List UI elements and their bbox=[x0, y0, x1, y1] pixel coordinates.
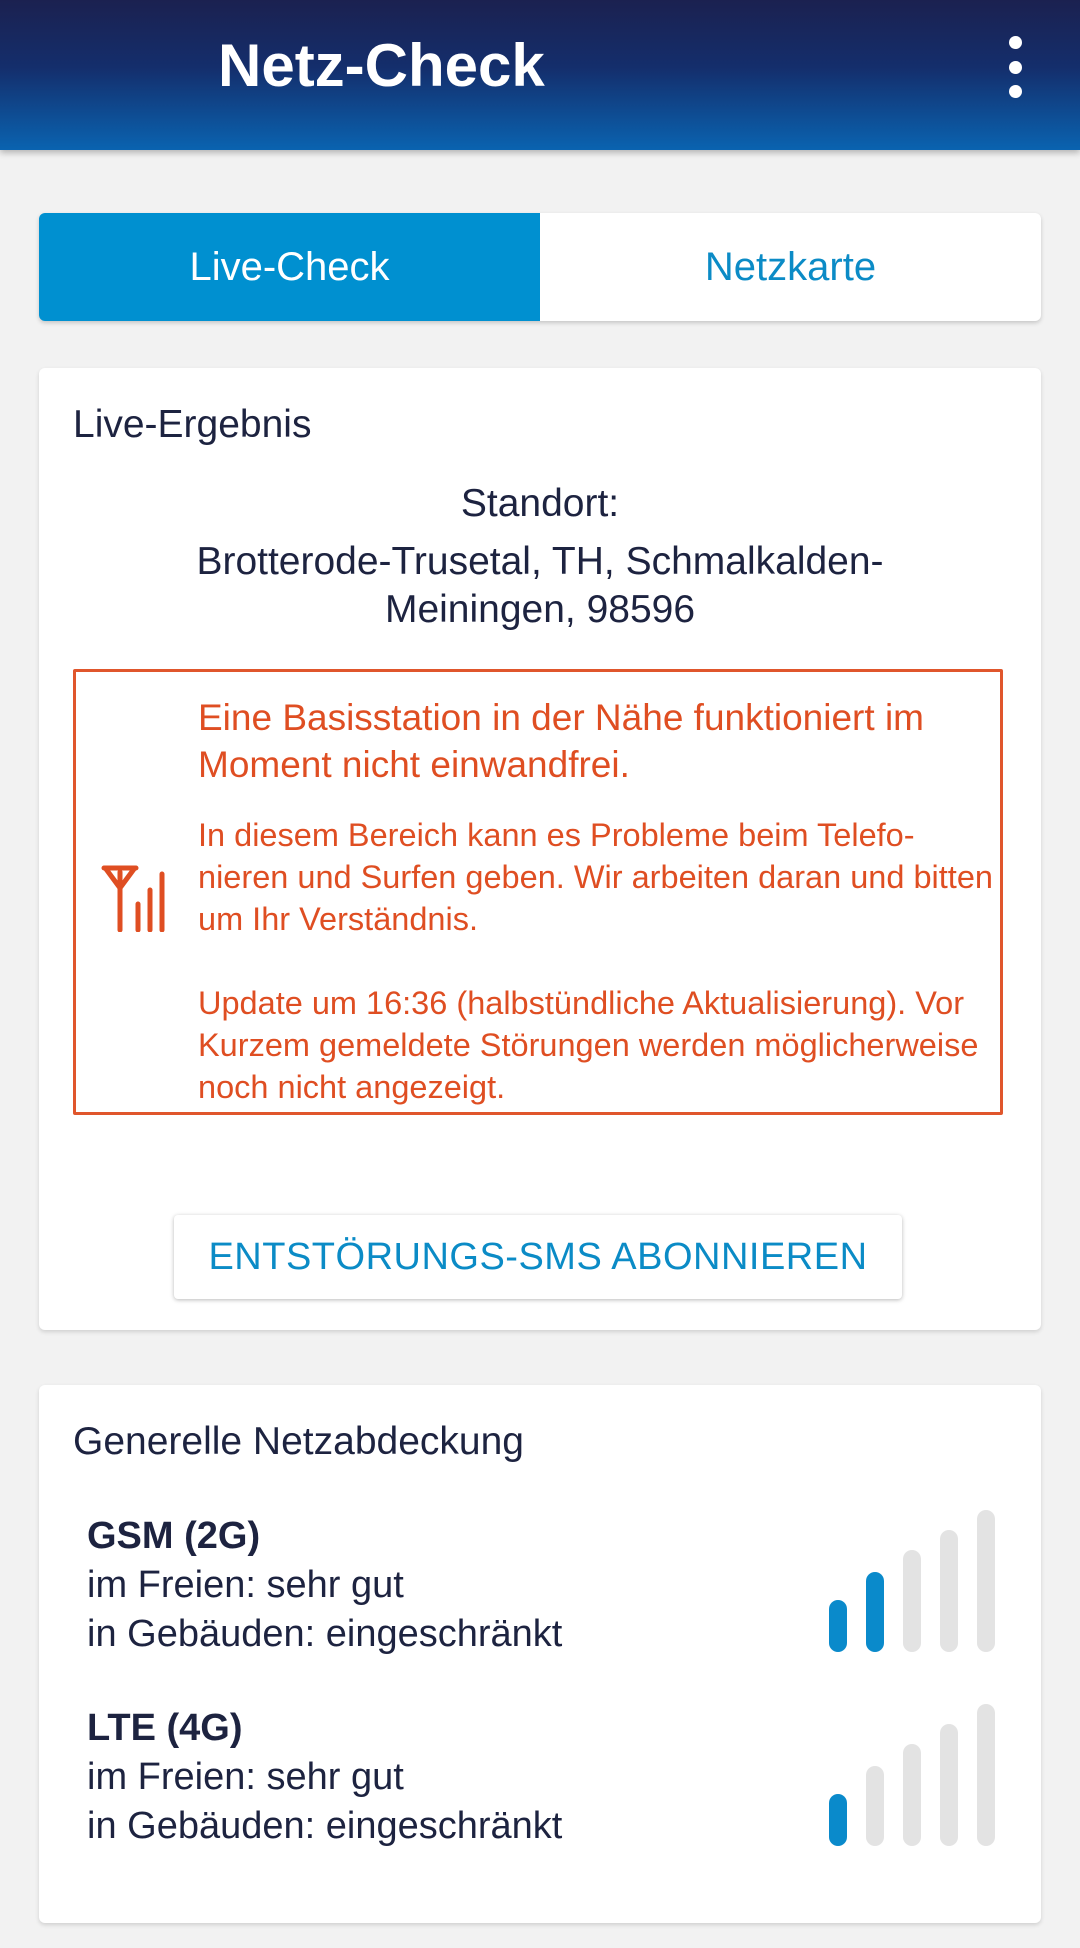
outdoor-rating: im Freien: sehr gut bbox=[87, 1756, 404, 1798]
alert-headline: Eine Basisstation in der Nähe funktioniert im Moment nicht einwandfrei. bbox=[198, 697, 924, 785]
signal-bar bbox=[903, 1744, 921, 1846]
menu-dot bbox=[1009, 36, 1022, 49]
tab-netzkarte[interactable]: Netzkarte bbox=[704, 244, 877, 289]
tech-name: GSM (2G) bbox=[87, 1515, 261, 1557]
coverage-title: Generelle Netzabdeckung bbox=[73, 1420, 524, 1463]
signal-strength-icon bbox=[829, 1701, 999, 1846]
indoor-rating: in Gebäuden: eingeschränkt bbox=[87, 1613, 563, 1655]
menu-dot bbox=[1009, 85, 1022, 98]
signal-bar bbox=[940, 1530, 958, 1652]
menu-dot bbox=[1009, 61, 1022, 74]
indoor-rating: in Gebäuden: eingeschränkt bbox=[87, 1805, 563, 1847]
signal-bar bbox=[829, 1600, 847, 1652]
tech-name: LTE (4G) bbox=[87, 1707, 243, 1749]
app-title: Netz-Check bbox=[218, 32, 545, 99]
live-result-title: Live-Ergebnis bbox=[73, 403, 312, 446]
signal-bar bbox=[977, 1510, 995, 1652]
signal-bar bbox=[903, 1550, 921, 1652]
signal-bar bbox=[940, 1724, 958, 1846]
alert-body: In diesem Bereich kann es Probleme beim Telefo-nieren und Surfen geben. Wir arbeiten daran und bitten um Ihr Verständnis. bbox=[198, 817, 993, 937]
location-value: Brotterode-Trusetal, TH, Schmalkalden-Meiningen, 98596 bbox=[196, 540, 884, 631]
coverage-gsm bbox=[87, 1511, 787, 1659]
outage-alert bbox=[73, 669, 1003, 1115]
outdoor-rating: im Freien: sehr gut bbox=[87, 1564, 404, 1606]
signal-bar bbox=[829, 1794, 847, 1846]
signal-bar bbox=[977, 1704, 995, 1846]
alert-update-info: Update um 16:36 (halbstündliche Aktualisierung). Vor Kurzem gemeldete Störungen werden möglicherweise noch nicht angezeigt. bbox=[198, 985, 979, 1105]
live-result-card bbox=[39, 368, 1041, 1330]
more-vert-icon[interactable] bbox=[990, 36, 1040, 98]
tab-live-check[interactable]: Live-Check bbox=[39, 213, 540, 321]
tab-bar bbox=[39, 213, 1041, 321]
coverage-lte bbox=[87, 1703, 787, 1851]
signal-bar bbox=[866, 1766, 884, 1846]
location-label: Standort: bbox=[460, 482, 620, 525]
subscribe-sms-button[interactable]: ENTSTÖRUNGS-SMS ABONNIEREN bbox=[174, 1215, 902, 1299]
antenna-signal-icon bbox=[100, 858, 168, 932]
signal-bar bbox=[866, 1572, 884, 1652]
signal-strength-icon bbox=[829, 1507, 999, 1652]
coverage-card bbox=[39, 1385, 1041, 1923]
app-bar bbox=[0, 0, 1080, 150]
